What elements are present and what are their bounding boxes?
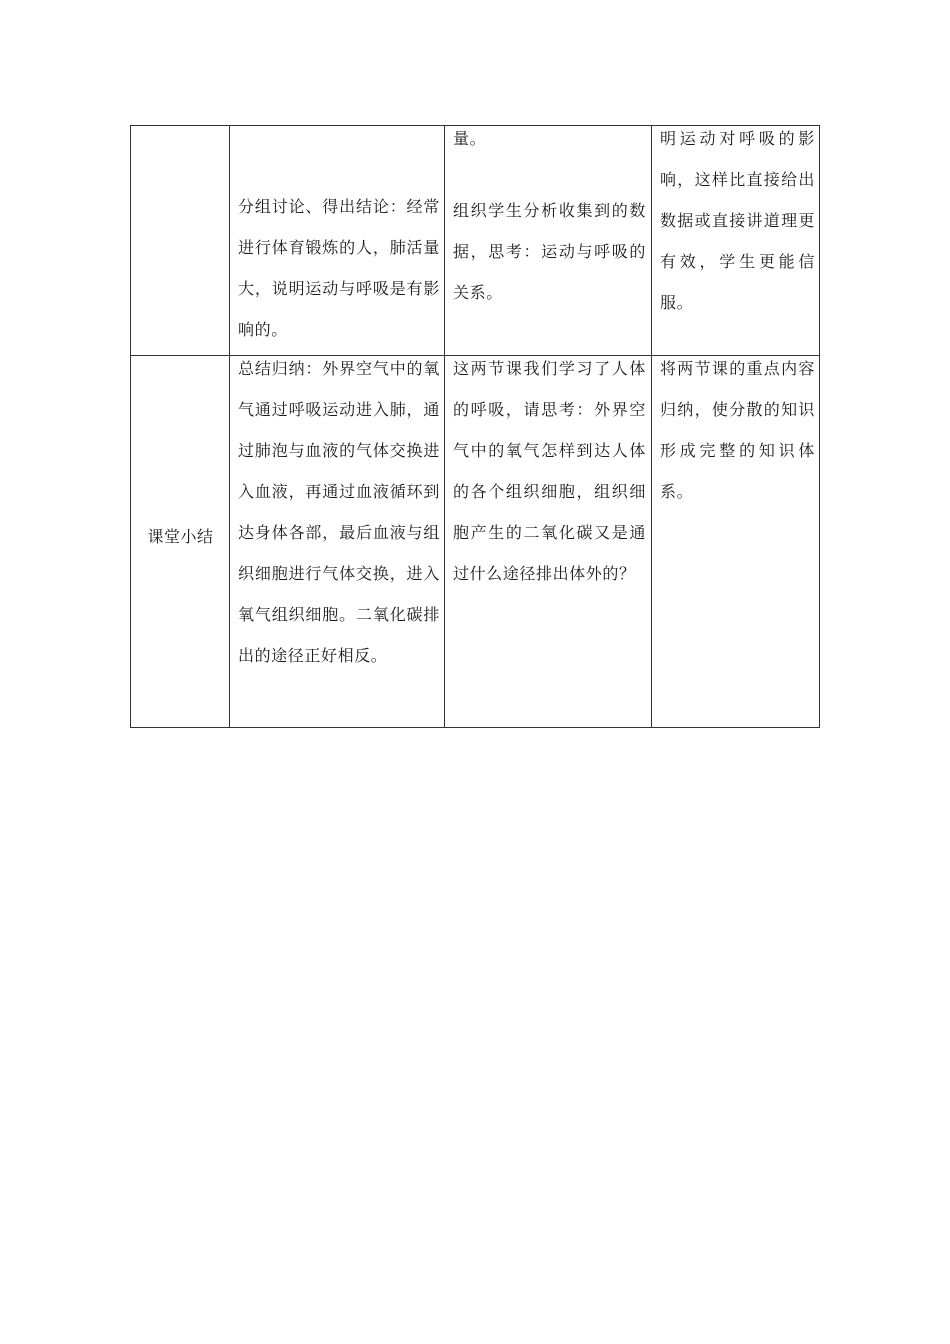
row1-teacher-activity (453, 118, 646, 313)
row1-design-intent (660, 118, 815, 323)
row1-student-activity (238, 186, 440, 350)
row1-student-activity-text: 分组讨论、得出结论：经常进行体育锻炼的人，肺活量大，说明运动与呼吸是有影响的。 (238, 197, 440, 339)
row2-stage-label: 课堂小结 (147, 527, 214, 546)
row2-student-activity (238, 348, 440, 676)
row2-teacher-activity-text: 这两节课我们学习了人体的呼吸，请思考：外界空气中的氧气怎样到达人体的各个组织细胞，组织细胞产生的二氧化碳又是通过什么途径排出体外的？ (453, 359, 646, 583)
row2-design-intent-text: 将两节课的重点内容归纳，使分散的知识形成完整的知识体系。 (660, 359, 815, 501)
row2-teacher-activity (453, 348, 646, 594)
row2-student-activity-text: 总结归纳：外界空气中的氧气通过呼吸运动进入肺，通过肺泡与血液的气体交换进入血液，再通过血液循环到达身体各部，最后血液与组织细胞进行气体交换，进入氧气组织细胞。二氧化碳排出的途径正好相反。 (238, 359, 440, 665)
row1-design-intent-text: 明运动对呼吸的影响，这样比直接给出数据或直接讲道理更有效，学生更能信服。 (660, 129, 815, 312)
row2-design-intent (660, 348, 815, 512)
row1-teacher-activity-carry: 量。 (453, 129, 487, 148)
row1-teacher-activity-text: 组织学生分析收集到的数据，思考：运动与呼吸的关系。 (453, 201, 646, 302)
